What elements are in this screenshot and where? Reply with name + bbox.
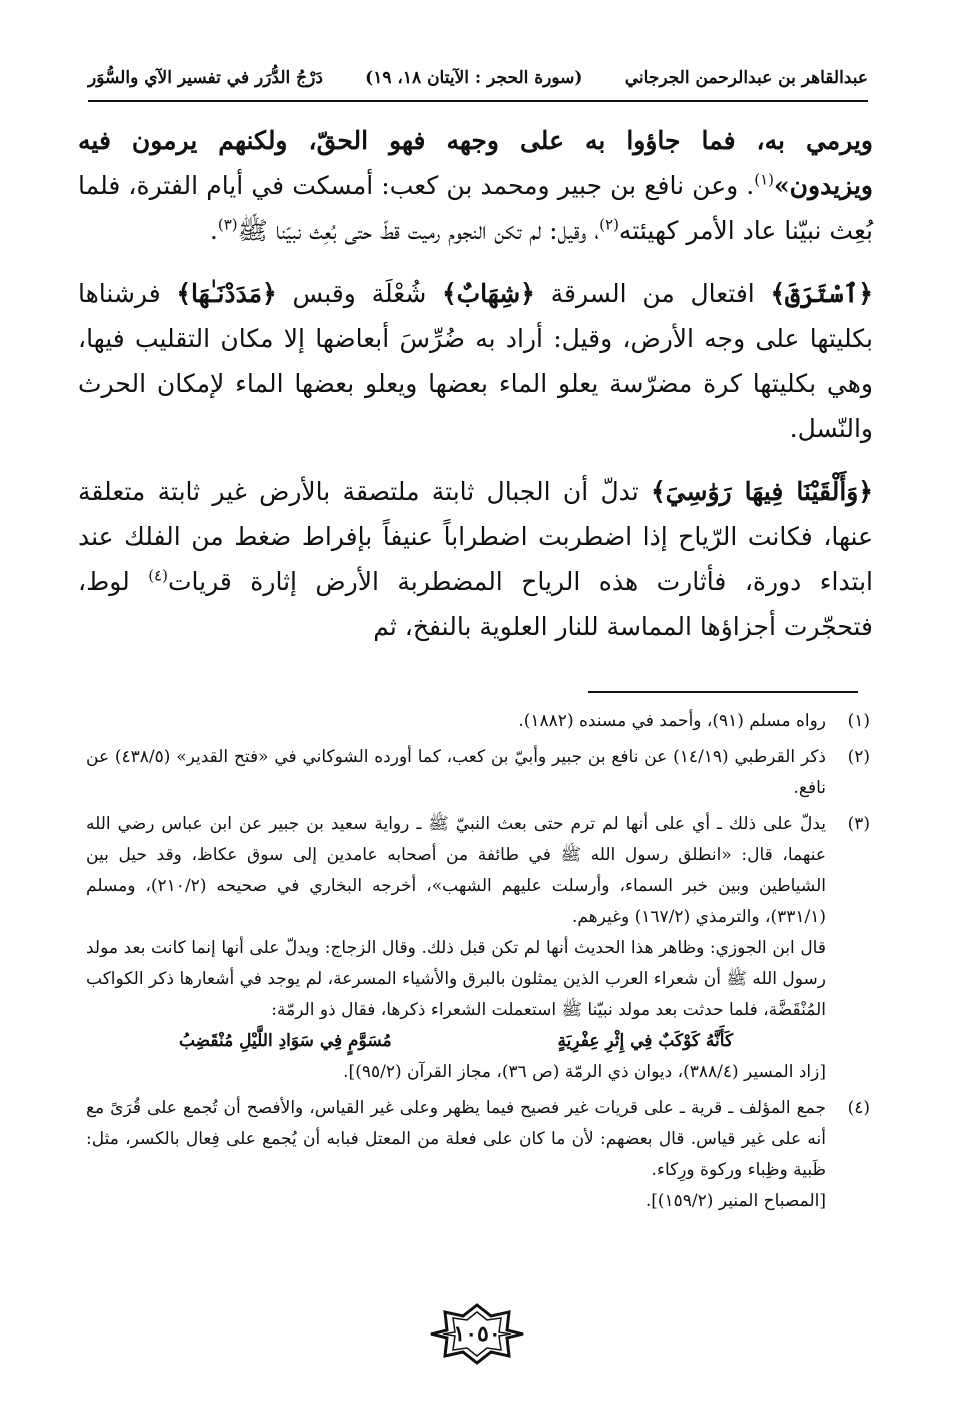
footnote-source: [زاد المسير (٣٨٨/٤)، ديوان ذي الرمّة (ص ٣٦)، مجاز القرآن (٩٥/٢)]. — [343, 1062, 826, 1082]
footnote-text: يدلّ على ذلك ـ أي على أنها لم ترم حتى بعث النبيّ ﷺ ـ رواية سعيد بن جبير عن ابن عباس رضي الله عنهما، قال: «انطلق رسول الله ﷺ في طائفة من أصحابه عامدين إلى سوق عكاظ، وقد حيل بين الشياطين وبين خبر السماء، وأرسلت عليهم الشهب»، أخرجه البخاري في صحيحه (٢١٠/٢)، ومسلم (٣٣١/١)، والترمذي (١٦٧/٢) وغيرهم. — [86, 814, 826, 927]
footnote-ref-2: (٢) — [599, 215, 619, 234]
footnote-number: (٣) — [847, 814, 870, 834]
footnote-number: (٤) — [847, 1098, 870, 1118]
paragraph-3 — [78, 469, 873, 649]
paragraph-text: تدلّ أن الجبال ثابتة ملتصقة بالأرض غير ثابتة متعلقة عنها، فكانت الرّياح إذا اضطربت اضطراباً عنيفاً بإفراط ضغط من الفلك عند ابتداء دورة، فأثارت هذه الرياح المضطربة الأرض إثارة قريات — [78, 477, 873, 596]
verse-first-hemistich: كَأَنَّهُ كَوْكَبٌ فِي إِثْرِ عِفْرِيَةٍ — [557, 1031, 734, 1051]
quran-word: ﴿شِهَابٌ﴾ — [441, 279, 535, 308]
quran-word: ﴿مَدَدْنَـٰهَا﴾ — [176, 279, 277, 308]
quran-word: ﴿ٱسْتَرَقَ﴾ — [770, 279, 873, 308]
header-author: عبدالقاهر بن عبدالرحمن الجرجاني — [624, 68, 868, 88]
paragraph-text: . — [209, 216, 218, 245]
footnotes — [86, 706, 870, 1222]
paragraph-text: افتعال من السرقة — [534, 279, 771, 308]
footnote-2 — [86, 742, 870, 804]
footnote-4 — [86, 1093, 870, 1217]
paragraph-text: لوط، فتحجّرت أجزاؤها المماسة للنار العلوية بالنفخ، ثم — [78, 567, 873, 641]
header-book-title: دَرْجُ الدُّرَر في تفسير الآي والسُّوَر — [88, 68, 323, 88]
verse-second-hemistich: مُسَوَّمٍ فِي سَوَادِ اللَّيْلِ مُنْقَضِبُ — [178, 1031, 392, 1051]
paragraph-text: . وعن نافع بن جبير ومحمد بن كعب: أمسكت في أيام الفترة، فلما بُعِث نبيّنا عاد الأمر كهيئته — [78, 171, 873, 245]
paragraph-text: فرشناها بكليتها على وجه الأرض، وقيل: أراد به ضُرِّسَ أبعاضها إلا مكان التقليب فيها، وهي بكليتها كرة مضرّسة يعلو الماء بعضها ويعلو بعضها الماء لإمكان الحرث والنّسل. — [78, 279, 873, 443]
page-number: ١٠٥٠ — [453, 1321, 501, 1347]
main-text — [78, 118, 873, 667]
paragraph-2 — [78, 271, 873, 451]
footnote-ref-4: (٤) — [148, 566, 168, 585]
footnote-text: قال ابن الجوزي: وظاهر هذا الحديث أنها لم تكن قبل ذلك. وقال الزجاج: ويدلّ على أنها إنما كانت بعد مولد رسول الله ﷺ أن شعراء العرب الذين يمثلون بالبرق والأشياء المسرعة، لم يوجد في أشعارها ذكر الكواكب المُنْقَضَّة، فلما حدثت بعد مولد نبيّنا ﷺ استعملت الشعراء ذكرها، فقال ذو الرمّة: — [86, 938, 826, 1020]
header-rule — [88, 100, 868, 102]
paragraph-1 — [78, 118, 873, 253]
footnote-text: رواه مسلم (٩١)، وأحمد في مسنده (١٨٨٢). — [518, 711, 826, 731]
quoted-text: ويرمي به، فما جاؤوا به على وجهه فهو الحقّ، ولكنهم يرمون فيه ويزيدون» — [78, 126, 873, 200]
page-number-ornament — [427, 1302, 527, 1366]
poetry-verse — [86, 1026, 826, 1057]
footnote-3 — [86, 809, 870, 1088]
running-header — [88, 58, 868, 98]
header-surah: (سورة الحجر : الآيتان ١٨، ١٩) — [365, 68, 583, 88]
footnote-source: [المصباح المنير (١٥٩/٢)]. — [645, 1191, 826, 1211]
paragraph-text: شُعْلَة وقبس — [276, 279, 442, 308]
footnote-separator — [588, 691, 858, 693]
footnote-number: (١) — [847, 711, 870, 731]
footnote-ref-1: (١) — [754, 170, 775, 189]
paragraph-text: ، وقيل: لم تكن النجوم رميت قطّ حتى بُعِث نبيّنا ﷺ — [237, 216, 600, 245]
footnote-number: (٢) — [847, 747, 870, 767]
footnote-1 — [86, 706, 870, 737]
footnote-text: ذكر القرطبي (١٤/١٩) عن نافع بن جبير وأبيّ بن كعب، كما أورده الشوكاني في «فتح القدير» (٤٣٨/٥) عن نافع. — [86, 747, 826, 798]
quran-phrase: ﴿وَأَلْقَيْنَا فِيهَا رَوَٰسِيَ﴾ — [651, 477, 873, 506]
footnote-text: جمع المؤلف ـ قرية ـ على قريات غير فصيح فيما يظهر وعلى غير القياس، والأفصح أن تُجمع على قُرَىً مع أنه على غير قياس. قال بعضهم: لأن ما كان على فعلة من المعتل فبابه أن يُجمع على فِعال بالكسر، مثل: ظَبية وظِباء وركوة ورِكاء. — [86, 1098, 826, 1180]
footnote-ref-3: (٣) — [217, 215, 238, 234]
